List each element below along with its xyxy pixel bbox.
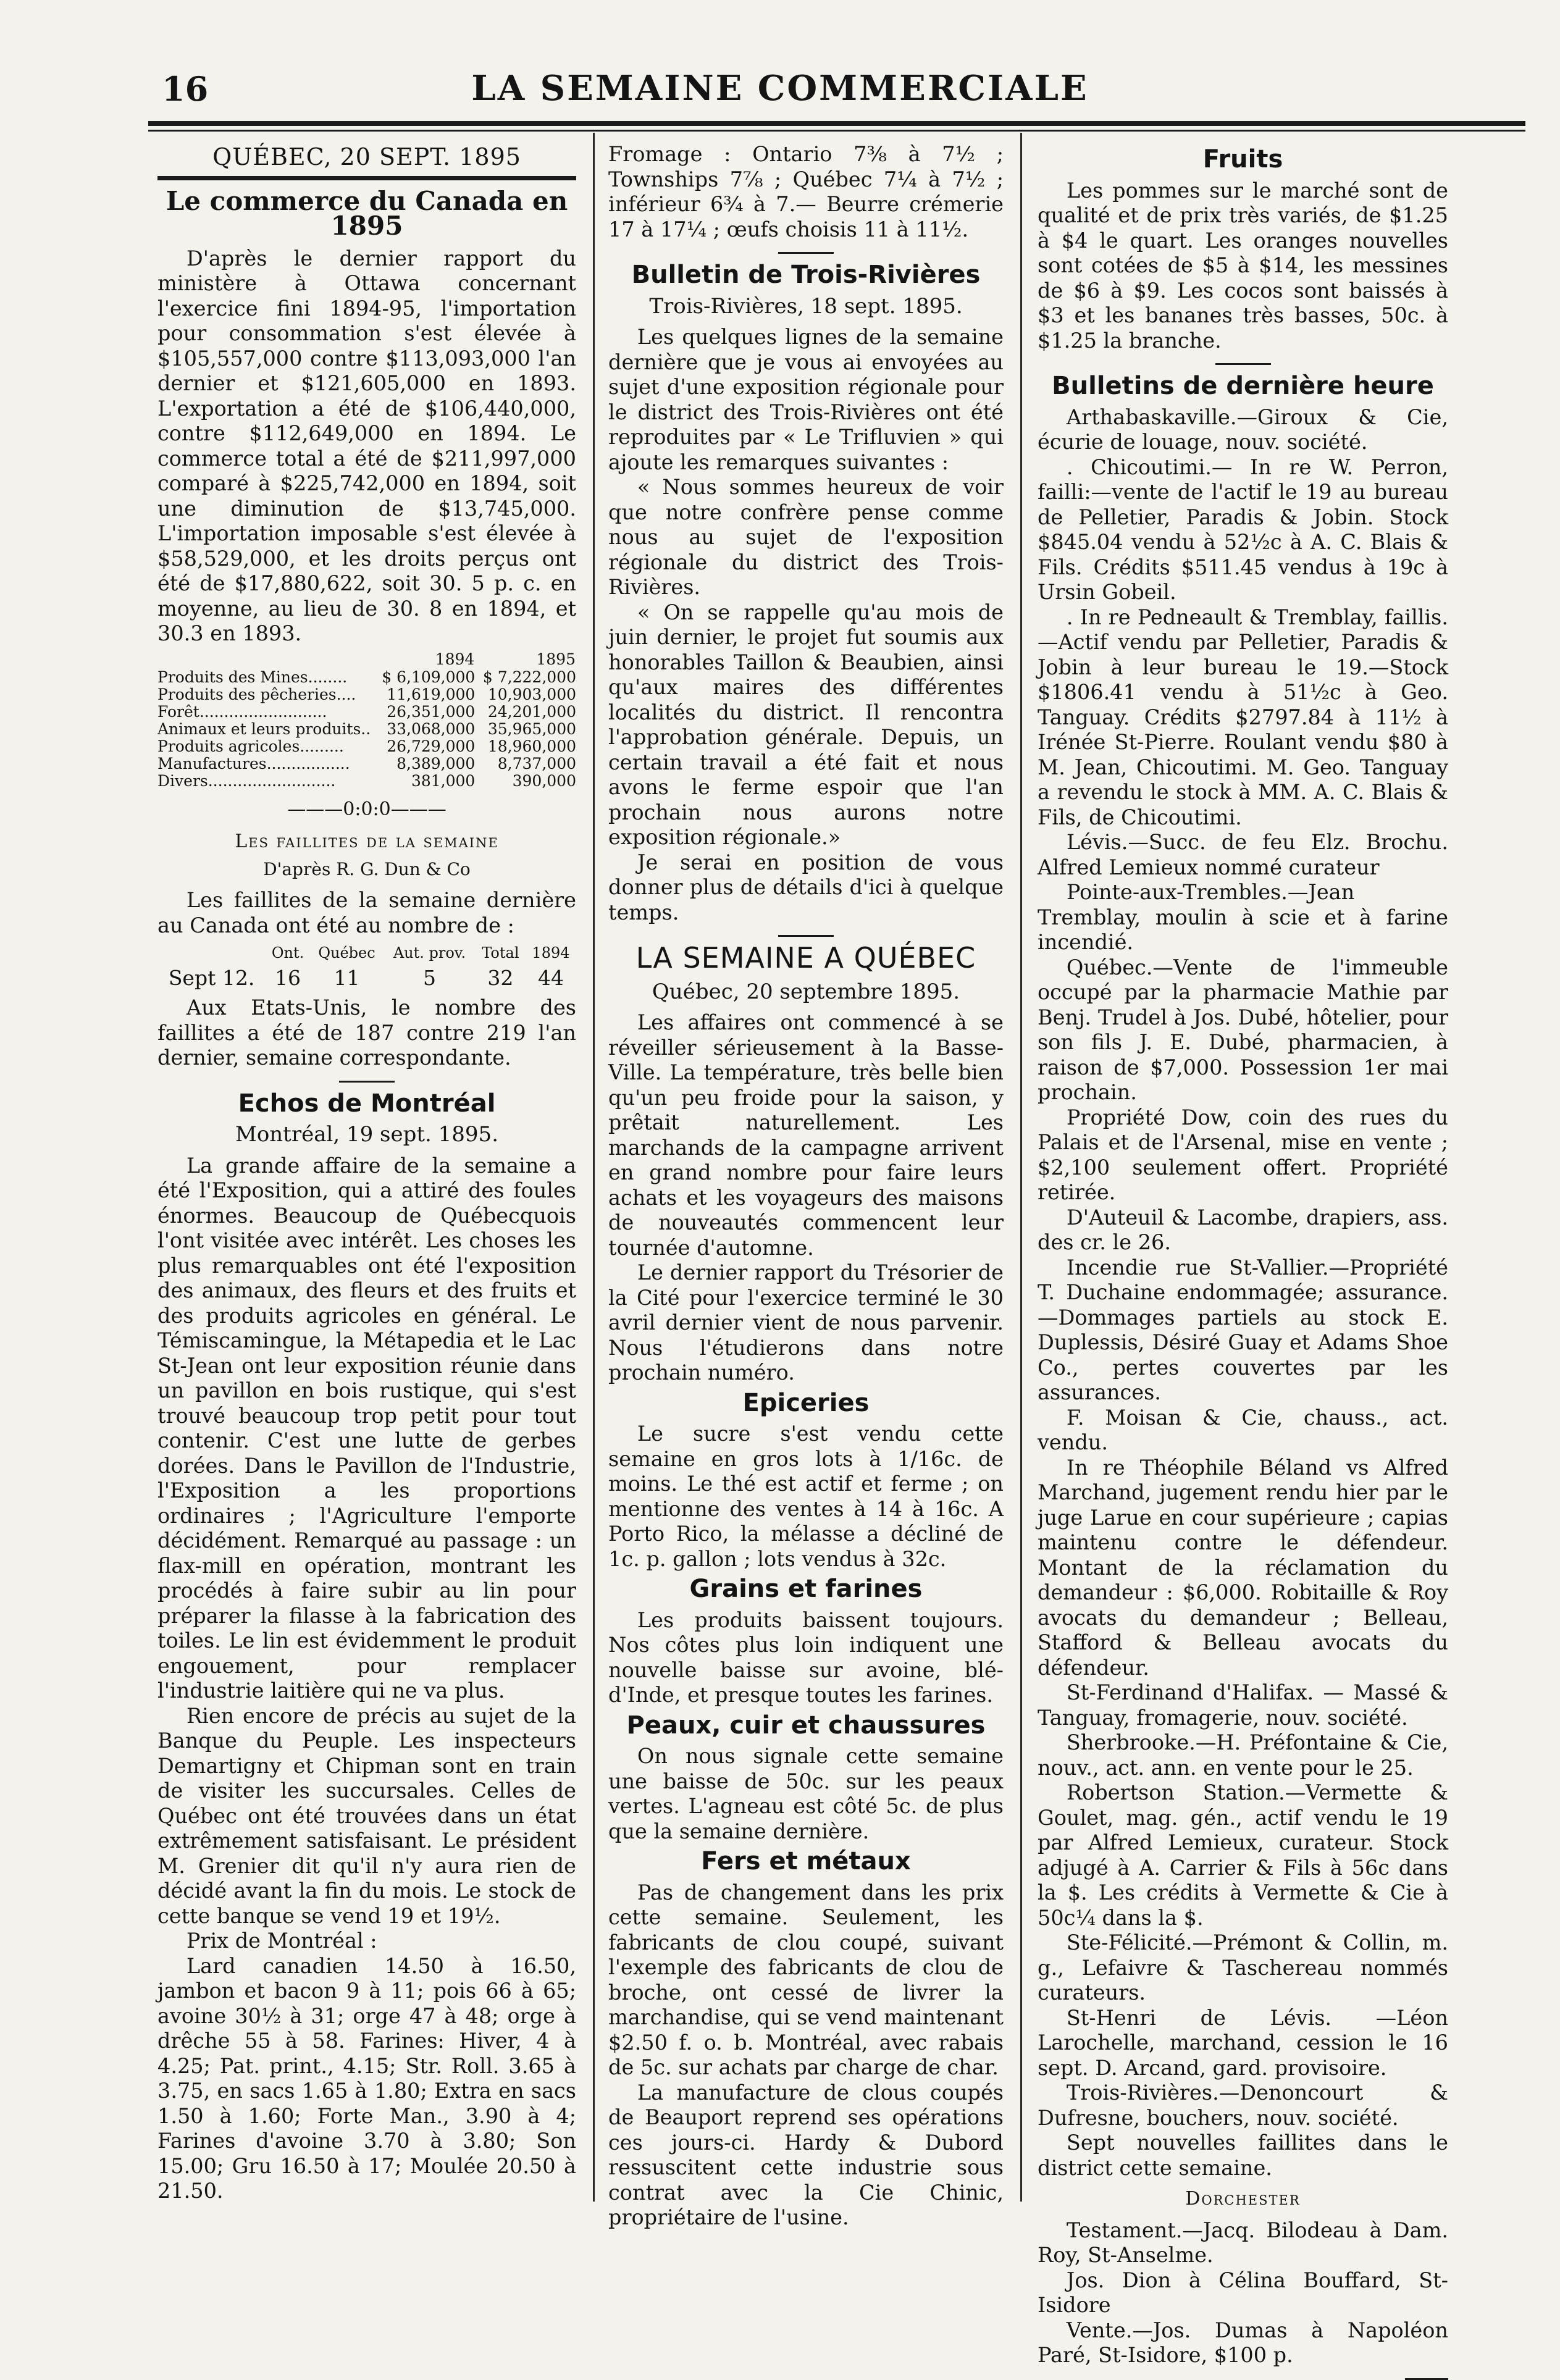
faillites-cell: 16 bbox=[275, 965, 301, 990]
section-separator bbox=[778, 252, 834, 254]
bulletin-item: Arthabaskaville.—Giroux & Cie, écurie de louage, nouv. société. bbox=[1038, 404, 1448, 454]
grains-paragraph: Les produits baissent toujours. Nos côtes plus loin indiquent une nouvelle baisse sur avoine, blé-d'Inde, et presque toutes les farines. bbox=[608, 1607, 1004, 1707]
faillites-header: Ont. bbox=[271, 944, 304, 962]
table-row bbox=[157, 755, 576, 773]
fers-paragraph: Pas de changement dans les prix cette semaine. Seulement, les fabricants de clou coupé, suivant l'exemple des fabricants de clou de broche, ont cessé de livrer la marchandise, qui se vend maintenant $2.50 f. o. b. Montréal, avec rabais de 5c. sur achats par charge de char. bbox=[608, 1880, 1004, 2079]
echos-paragraph: Prix de Montréal : bbox=[186, 1929, 377, 1953]
trois-rivieres-title: Bulletin de Trois-Rivières bbox=[631, 261, 981, 289]
faillites-cell: 44 bbox=[537, 965, 564, 990]
commerce-title: Le commerce du Canada en 1895 bbox=[166, 185, 568, 241]
bulletin-item: Propriété Dow, coin des rues du Palais et de l'Arsenal, mise en vente ; $2,100 seulement offert. Propriété retirée. bbox=[1038, 1105, 1448, 1204]
bulletin-item: Trois-Rivières.—Denoncourt & Dufresne, bouchers, nouv. société. bbox=[1038, 2080, 1448, 2130]
district-item: Testament.—Jacq. Bilodeau à Dam. Roy, St-Anselme. bbox=[1038, 2218, 1448, 2267]
faillites-table bbox=[157, 941, 576, 991]
bulletin-item: St-Henri de Lévis. —Léon Larochelle, marchand, cession le 16 sept. D. Arcand, gard. provisoire. bbox=[1038, 2005, 1448, 2080]
peaux-paragraph: On nous signale cette semaine une baisse de 50c. sur les peaux vertes. L'agneau est côté 5c. de plus que la semaine dernière. bbox=[608, 1744, 1004, 1843]
row-value-1895: 35,965,000 bbox=[487, 719, 576, 738]
faillites-header: Québec bbox=[318, 944, 375, 962]
semaine-quebec-date: Québec, 20 septembre 1895. bbox=[652, 979, 960, 1004]
section-separator bbox=[778, 935, 834, 937]
ornament-divider: ———0:0:0——— bbox=[287, 798, 447, 820]
faillites-header bbox=[157, 941, 266, 966]
bulletin-item: . Chicoutimi.— In re W. Perron, failli:—vente de l'actif le 19 au bureau de Pelletier, Paradis & Jobin. Stock $845.04 vendu à 52½c à A. C. Blais & Fils. Crédits $511.45 vendus à 19c à Ursin Gobeil. bbox=[1038, 455, 1448, 604]
dateline: QUÉBEC, 20 SEPT. 1895 bbox=[212, 143, 521, 170]
trois-rivieres-date: Trois-Rivières, 18 sept. 1895. bbox=[649, 293, 963, 319]
district-item: Jos. Dion à Célina Bouffard, St-Isidore bbox=[1038, 2268, 1448, 2317]
trois-rivieres-paragraph: « On se rappelle qu'au mois de juin dernier, le projet fut soumis aux honorables Taillon & Beaubien, ainsi qu'aux maires des différentes localités du district. Il rencontra l'approbation générale. Depuis, un certain travail a été fait et nous avons le ferme espoir que l'an prochain nous aurons notre exposition régionale.» bbox=[608, 600, 1004, 849]
semaine-quebec-title: LA SEMAINE A QUÉBEC bbox=[635, 941, 976, 974]
page-header bbox=[0, 62, 1560, 117]
echos-date: Montréal, 19 sept. 1895. bbox=[235, 1122, 498, 1147]
faillites-intro: Les faillites de la semaine dernière au Canada ont été au nombre de : bbox=[157, 888, 576, 937]
grains-title: Grains et farines bbox=[689, 1575, 923, 1603]
faillites-header: Aut. prov. bbox=[393, 944, 466, 962]
row-value-1894: $ 6,109,000 bbox=[382, 668, 476, 686]
table-row bbox=[157, 721, 576, 738]
column-2 bbox=[608, 142, 1004, 2231]
row-value-1895: $ 7,222,000 bbox=[482, 668, 576, 686]
fers-title: Fers et métaux bbox=[701, 1847, 911, 1875]
bulletin-item: Québec.—Vente de l'immeuble occupé par la pharmacie Mathie par Benj. Trudel à Jos. Dubé, hôtelier, pour son fils J. E. Dubé, pharmacien, à raison de $7,000. Possession 1er mai prochain. bbox=[1038, 955, 1448, 1104]
bulletin-item: Pointe-aux-Trembles.—Jean Tremblay, moulin à scie et à farine incendié. bbox=[1038, 880, 1448, 954]
row-value-1894: 33,068,000 bbox=[387, 719, 476, 738]
bulletin-item: Sept nouvelles faillites dans le district cette semaine. bbox=[1038, 2131, 1448, 2180]
trois-rivieres-paragraph: Les quelques lignes de la semaine dernière que je vous ai envoyées au sujet d'une exposition régionale pour le district des Trois-Rivières ont été reproduites par « Le Trifluvien » qui ajoute les remarques suivantes : bbox=[608, 325, 1004, 474]
commerce-table bbox=[157, 650, 576, 790]
column-divider-2 bbox=[1020, 133, 1022, 2202]
header-rule-thin bbox=[148, 130, 1525, 132]
row-label: Produits des pêcheries.... bbox=[157, 685, 356, 703]
semaine-quebec-paragraph: Le dernier rapport du Trésorier de la Cité pour l'exercice terminé le 30 avril dernier vient de nous parvenir. Nous l'étudierons dans notre prochain numéro. bbox=[608, 1260, 1004, 1385]
row-label: Manufactures................. bbox=[157, 754, 350, 773]
row-label: Forêt.......................... bbox=[157, 702, 327, 721]
row-value-1894: 26,729,000 bbox=[387, 737, 476, 755]
table-row bbox=[157, 669, 576, 686]
bulletins-title: Bulletins de dernière heure bbox=[1052, 372, 1434, 400]
row-value-1895: 18,960,000 bbox=[487, 737, 576, 755]
column-3 bbox=[1038, 142, 1448, 2380]
table-row bbox=[157, 686, 576, 703]
header-rule bbox=[148, 121, 1525, 126]
row-value-1894: 8,389,000 bbox=[396, 754, 476, 773]
faillites-cell: 5 bbox=[422, 965, 436, 990]
row-label: Divers.......................... bbox=[157, 771, 336, 790]
running-title: LA SEMAINE COMMERCIALE bbox=[471, 68, 1089, 109]
faillites-usa: Aux Etats-Unis, le nombre des faillites a été de 187 contre 219 l'an dernier, semaine correspondante. bbox=[157, 995, 576, 1070]
row-value-1895: 24,201,000 bbox=[487, 702, 576, 721]
fromage-paragraph: Fromage : Ontario 7⅜ à 7½ ; Townships 7⅞ ; Québec 7¼ à 7½ ; inférieur 6¾ à 7.— Beurre crémerie 17 à 17¼ ; œufs choisis 11 à 11½. bbox=[608, 142, 1004, 241]
row-label: Produits agricoles......... bbox=[157, 737, 344, 755]
table-header-1895: 1895 bbox=[536, 650, 576, 668]
faillites-header: 1894 bbox=[532, 944, 570, 962]
table-row bbox=[157, 773, 576, 790]
echos-paragraph: Lard canadien 14.50 à 16.50, jambon et bacon 9 à 11; pois 66 à 65; avoine 30½ à 31; orge 47 à 48; orge à drêche 55 à 58. Farines: Hiver, 4 à 4.25; Pat. print., 4.15; Str. Roll. 3.65 à 3.75, en sacs 1.65 à 1.80; Extra en sacs 1.50 à 1.60; Forte Man., 3.90 à 4; Farines d'avoine 3.70 à 3.80; Son 15.00; Gru 16.50 à 17; Moulée 20.50 à 21.50. bbox=[157, 1953, 576, 2203]
faillites-cell: Sept 12. bbox=[168, 965, 255, 990]
column-1 bbox=[157, 142, 576, 2204]
trois-rivieres-paragraph: « Nous sommes heureux de voir que notre confrère pense comme nous au sujet de l'exposition régionale du district des Trois-Rivières. bbox=[608, 475, 1004, 599]
semaine-quebec-paragraph: Les affaires ont commencé à se réveiller sérieusement à la Basse-Ville. La température, très belle bien qu'un peu froide pour la saison, y prêtait naturellement. Les marchands de la campagne arrivent en grand nombre pour faire leurs achats et les voyageurs des maisons de nouveautés commencent leur tournée d'automne. bbox=[608, 1010, 1004, 1260]
peaux-title: Peaux, cuir et chaussures bbox=[626, 1711, 986, 1740]
row-label: Produits des Mines........ bbox=[157, 668, 348, 686]
fruits-title: Fruits bbox=[1202, 145, 1283, 174]
row-label: Animaux et leurs produits.. bbox=[157, 719, 371, 738]
trois-rivieres-paragraph: Je serai en position de vous donner plus de détails d'ici à quelque temps. bbox=[608, 850, 1004, 924]
bulletin-item: Ste-Félicité.—Prémont & Collin, m. g., Lefaivre & Taschereau nommés curateurs. bbox=[1038, 1930, 1448, 2005]
faillites-row bbox=[157, 966, 576, 991]
bulletin-item: Lévis.—Succ. de feu Elz. Brochu. Alfred Lemieux nommé curateur bbox=[1038, 830, 1448, 879]
table-header-1894: 1894 bbox=[435, 650, 475, 668]
section-separator bbox=[339, 1081, 395, 1083]
bulletin-item: Incendie rue St-Vallier.—Propriété T. Duchaine endommagée; assurance.—Dommages partiels au stock E. Duplessis, Désiré Guay et Adams Shoe Co., pertes couvertes par les assurances. bbox=[1038, 1255, 1448, 1404]
row-value-1894: 11,619,000 bbox=[387, 685, 476, 703]
faillites-header: Total bbox=[482, 944, 519, 962]
column-divider-1 bbox=[593, 133, 595, 2202]
district-heading: Dorchester bbox=[1185, 2188, 1301, 2210]
fruits-paragraph: Les pommes sur le marché sont de qualité et de prix très variés, de $1.25 à $4 le quart. Les oranges nouvelles sont cotées de $5 à $14, les messines de $6 à $9. Les cocos sont baissés à $3 et les bananes très basses, 50c. à $1.25 la branche. bbox=[1038, 178, 1448, 353]
echos-paragraph: La grande affaire de la semaine a été l'Exposition, qui a attiré des foules énormes. Beaucoup de Québecquois l'ont visitée avec intérêt. Les choses les plus remarquables ont été l'exposition des animaux, des fleurs et des fruits et des produits agricoles en général. Le Témiscamingue, la Métapedia et le Lac St-Jean ont leur exposition réunie dans un pavillon en bois rustique, qui s'est trouvé beaucoup trop petit pour tout contenir. C'est une lutte de gerbes dorées. Dans le Pavillon de l'Industrie, l'Exposition a les proportions ordinaires ; l'Agriculture l'emporte décidément. Remarqué au passage : un flax-mill en opération, montrant les procédés à faire subir au lin pour préparer la filasse à la fabrication des toiles. Le lin est évidemment le produit engouement, pour remplacer l'industrie laitière qui ne va plus. bbox=[157, 1153, 576, 1703]
faillites-source: D'après R. G. Dun & Co bbox=[263, 858, 471, 879]
row-value-1894: 26,351,000 bbox=[387, 702, 476, 721]
district-item: Vente.—Jos. Dumas à Napoléon Paré, St-Isidore, $100 p. bbox=[1038, 2318, 1448, 2367]
row-value-1895: 390,000 bbox=[512, 771, 576, 790]
epiceries-title: Epiceries bbox=[742, 1388, 870, 1417]
bulletin-item: F. Moisan & Cie, chauss., act. vendu. bbox=[1038, 1405, 1448, 1454]
bulletin-item: D'Auteuil & Lacombe, drapiers, ass. des cr. le 26. bbox=[1038, 1205, 1448, 1254]
commerce-body: D'après le dernier rapport du ministère à Ottawa concernant l'exercice fini 1894-95, l'importation pour consommation s'est élevée à $105,557,000 contre $113,093,000 l'an dernier et $121,605,000 en 1893. L'exportation a été de $106,440,000, contre $112,649,000 en 1894. Le commerce total a été de $211,997,000 comparé à $225,742,000 en 1894, soit une diminution de $13,745,000. L'importation imposable s'est élevée à $58,529,000, et les droits perçus ont été de $17,880,622, soit 30. 5 p. c. en moyenne, au lieu de 30. 8 en 1894, et 30.3 en 1893. bbox=[157, 246, 576, 645]
end-rule bbox=[1405, 2378, 1448, 2380]
row-value-1895: 10,903,000 bbox=[487, 685, 576, 703]
echos-paragraph: Rien encore de précis au sujet de la Banque du Peuple. Les inspecteurs Demartigny et Chipman sont en train de visiter les succursales. Celles de Québec ont été trouvées dans un état extrêmement satisfaisant. Le président M. Grenier dit qu'il n'y aura rien de décidé avant la fin du mois. Le stock de cette banque se vend 19 et 19½. bbox=[157, 1703, 576, 1928]
epiceries-paragraph: Le sucre s'est vendu cette semaine en gros lots à 1/16c. de moins. Le thé est actif et ferme ; on mentionne des ventes à 14 à 16c. A Porto Rico, la mélasse a décliné de 1c. p. gallon ; lots vendus à 32c. bbox=[608, 1422, 1004, 1571]
bulletin-item: . In re Pedneault & Tremblay, faillis.—Actif vendu par Pelletier, Paradis & Jobin à leur bureau le 19.—Stock $1806.41 vendu à 51½c à Geo. Tanguay. Crédits $2797.84 à 11½ à Irénée St-Pierre. Roulant vendu $80 à M. Jean, Chicoutimi. M. Geo. Tanguay a revendu le stock à MM. A. C. Blais & Fils, de Chicoutimi. bbox=[1038, 605, 1448, 829]
fers-paragraph: La manufacture de clous coupés de Beauport reprend ses opérations ces jours-ci. Hardy & Dubord ressuscitent cette industrie sous contrat avec la Cie Chinic, propriétaire de l'usine. bbox=[608, 2080, 1004, 2229]
table-row bbox=[157, 738, 576, 755]
faillites-title: Les faillites de la semaine bbox=[235, 831, 499, 852]
faillites-cell: 11 bbox=[333, 965, 360, 990]
page-number: 16 bbox=[162, 69, 209, 109]
bulletin-item: Robertson Station.—Vermette & Goulet, mag. gén., actif vendu le 19 par Alfred Lemieux, curateur. Stock adjugé à A. Carrier & Fils à 56c dans la $. Les crédits à Vermette & Cie à 50c¼ dans la $. bbox=[1038, 1780, 1448, 1930]
faillites-header-row bbox=[157, 941, 576, 966]
section-separator bbox=[1215, 363, 1271, 365]
table-header-row bbox=[157, 650, 576, 669]
row-value-1895: 8,737,000 bbox=[497, 754, 576, 773]
section-rule bbox=[157, 176, 576, 180]
row-value-1894: 381,000 bbox=[411, 771, 476, 790]
table-row bbox=[157, 703, 576, 721]
bulletin-item: Sherbrooke.—H. Préfontaine & Cie, nouv., act. ann. en vente pour le 25. bbox=[1038, 1730, 1448, 1780]
bulletin-item: St-Ferdinand d'Halifax. — Massé & Tanguay, fromagerie, nouv. société. bbox=[1038, 1680, 1448, 1730]
bulletin-item: In re Théophile Béland vs Alfred Marchand, jugement rendu hier par le juge Larue en cour supérieure ; capias maintenu contre le défendeur. Montant de la réclamation du demandeur : $6,000. Robitaille & Roy avocats du demandeur ; Belleau, Stafford & Belleau avocats du défendeur. bbox=[1038, 1455, 1448, 1680]
faillites-cell: 32 bbox=[487, 965, 514, 990]
echos-title: Echos de Montréal bbox=[238, 1089, 496, 1118]
